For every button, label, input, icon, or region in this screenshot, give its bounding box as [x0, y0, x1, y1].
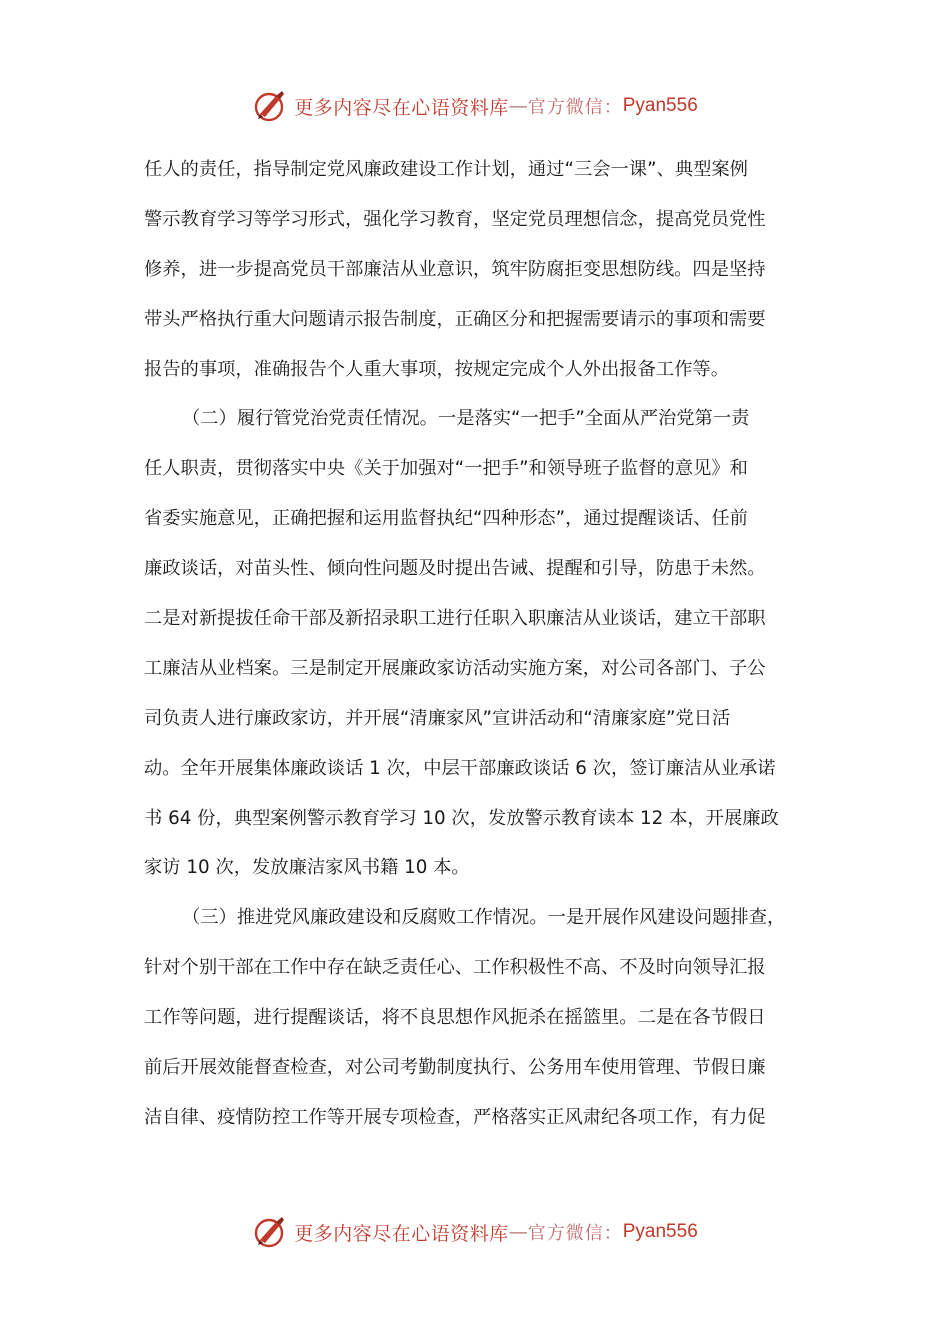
text-line: 工廉洁从业档案。三是制定开展廉政家访活动实施方案，对公司各部门、子公	[144, 657, 766, 679]
header-wechat-label: 官方微信：	[527, 97, 623, 118]
pen-logo-icon	[252, 88, 288, 124]
text-line: 家访 10 次，发放廉洁家风书籍 10 本。	[144, 857, 470, 879]
text-line: 修养，进一步提高党员干部廉洁从业意识，筑牢防腐拒变思想防线。四是坚持	[144, 258, 766, 280]
section-heading-line: （二）履行管党治党责任情况。一是落实“一把手”全面从严治党第一责	[182, 408, 750, 430]
text-line: 书 64 份，典型案例警示教育学习 10 次，发放警示教育读本 12 本，开展廉政	[144, 807, 779, 829]
text-line: 省委实施意见，正确把握和运用监督执纪“四种形态”，通过提醒谈话、任前	[144, 508, 748, 530]
text-line: 警示教育学习等学习形式，强化学习教育，坚定党员理想信念，提高党员党性	[144, 208, 766, 230]
text-line: 任人职责，贯彻落实中央《关于加强对“一把手”和领导班子监督的意见》和	[144, 458, 748, 480]
footer-dash: —	[508, 1221, 528, 1243]
header-wechat-id: Pyan556	[622, 95, 698, 116]
document-body	[144, 152, 808, 1150]
text-line: 司负责人进行廉政家访，并开展“清廉家风”宣讲活动和“清廉家庭”党日活	[144, 707, 731, 729]
text-line: 针对个别干部在工作中存在缺乏责任心、工作积极性不高、不及时向领导汇报	[144, 957, 766, 979]
text-line: 工作等问题，进行提醒谈话，将不良思想作风扼杀在摇篮里。二是在各节假日	[144, 1007, 766, 1029]
footer-text: 更多内容尽在心语资料库	[294, 1222, 509, 1245]
header-dash: —	[508, 95, 528, 117]
text-line: 任人的责任，指导制定党风廉政建设工作计划，通过“三会一课”、典型案例	[144, 159, 748, 180]
header-text: 更多内容尽在心语资料库	[294, 96, 509, 119]
section-heading-line: （三）推进党风廉政建设和反腐败工作情况。一是开展作风建设问题排查，	[182, 907, 786, 929]
footer-wechat-label: 官方微信：	[527, 1223, 623, 1244]
text-line: 带头严格执行重大问题请示报告制度，正确区分和把握需要请示的事项和需要	[144, 308, 766, 330]
pen-logo-icon	[252, 1214, 288, 1250]
header-banner	[0, 86, 950, 126]
footer-banner	[0, 1212, 950, 1252]
text-line: 廉政谈话，对苗头性、倾向性问题及时提出告诫、提醒和引导，防患于未然。	[144, 558, 766, 580]
footer-wechat-id: Pyan556	[622, 1221, 698, 1242]
text-line: 前后开展效能督查检查，对公司考勤制度执行、公务用车使用管理、节假日廉	[144, 1057, 766, 1079]
text-line: 洁自律、疫情防控工作等开展专项检查，严格落实正风肃纪各项工作，有力促	[144, 1106, 766, 1128]
text-line: 动。全年开展集体廉政谈话 1 次，中层干部廉政谈话 6 次，签订廉洁从业承诺	[144, 757, 776, 779]
text-line: 二是对新提拔任命干部及新招录职工进行任职入职廉洁从业谈话，建立干部职	[144, 608, 766, 630]
text-line: 报告的事项，准确报告个人重大事项，按规定完成个人外出报备工作等。	[144, 358, 729, 380]
